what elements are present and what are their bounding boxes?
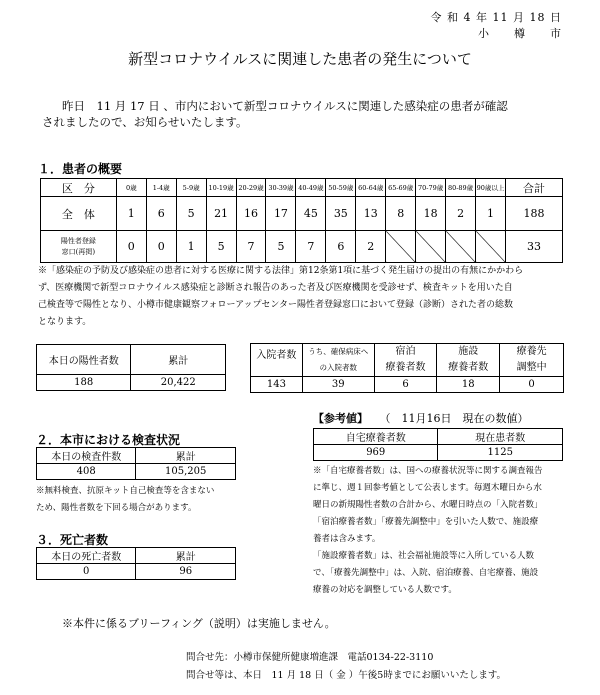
- category-header: 区 分: [41, 179, 117, 197]
- adjust-header-line-2: 調整中: [516, 362, 547, 373]
- overall-cell: 17: [266, 197, 296, 231]
- facility-header-line-1: 施設: [458, 346, 479, 357]
- overall-cell: 1: [476, 197, 506, 231]
- home-care-value: 969: [314, 445, 438, 461]
- tests-total-header: 累計: [136, 448, 236, 464]
- date-block: [431, 10, 562, 42]
- registry-cell: 5: [266, 231, 296, 263]
- today-positives-value: 188: [37, 375, 131, 391]
- intro-line-1: 昨日 11 月 17 日 、市内において新型コロナウイルスに関連した感染症の患者が確認: [62, 99, 508, 113]
- overall-cell: 8: [386, 197, 416, 231]
- overall-cell: 13: [356, 197, 386, 231]
- age-header: 40-49歳: [296, 179, 326, 197]
- note-line: 「施設療養者数」は、社会福祉施設等に入所している人数: [313, 551, 535, 561]
- hospital-header: 入院者数: [251, 344, 303, 377]
- positives-total-header: 累計: [131, 345, 226, 375]
- today-deaths-value: 0: [37, 564, 136, 580]
- today-positives-header: 本日の陽性者数: [37, 345, 131, 375]
- section3-heading: ３．死亡者数: [36, 533, 109, 547]
- reference-table: [313, 428, 563, 461]
- testing-note: [36, 483, 286, 517]
- contact-line-1: 問合せ先：小樽市保健所健康増進課 電話0134-22-3110: [186, 652, 434, 663]
- age-header: 10-19歳: [206, 179, 236, 197]
- age-header-row: [41, 179, 563, 197]
- overall-row: [41, 197, 563, 231]
- note-line: 養者は含みます。: [313, 534, 381, 544]
- empty-diagonal-cell: [476, 231, 506, 263]
- registry-cell: 1: [176, 231, 206, 263]
- age-header: 30-39歳: [266, 179, 296, 197]
- age-header: 5-9歳: [176, 179, 206, 197]
- registry-cell: 6: [326, 231, 356, 263]
- deaths-total-header: 累計: [136, 548, 236, 564]
- hotel-value: 6: [374, 377, 437, 393]
- current-patients-header: 現在患者数: [438, 429, 563, 445]
- severe-header: [302, 344, 374, 377]
- deaths-table: [36, 547, 236, 580]
- registry-cell: 2: [356, 231, 386, 263]
- reference-heading: 【参考値】: [313, 412, 368, 425]
- facility-header: [437, 344, 500, 377]
- section2-heading: ２．本市における検査状況: [36, 433, 181, 447]
- total-header: 合計: [505, 179, 562, 197]
- registry-cell: 5: [206, 231, 236, 263]
- registry-row: [41, 231, 563, 263]
- home-care-header: 自宅療養者数: [314, 429, 438, 445]
- summary-note: [38, 263, 566, 331]
- tests-total-value: 105,205: [136, 464, 236, 480]
- today-tests-value: 408: [37, 464, 136, 480]
- age-header: 70-79歳: [416, 179, 446, 197]
- note-line: 「宿泊療養者数」「療養先調整中」を引いた人数で、施設療: [313, 517, 539, 527]
- briefing-note: ※本件に係るブリーフィング（説明）は実施しません。: [62, 617, 336, 630]
- overall-cell: 18: [416, 197, 446, 231]
- document-title: 新型コロナウイルスに関連した患者の発生について: [128, 50, 472, 68]
- empty-diagonal-cell: [416, 231, 446, 263]
- deaths-total-value: 96: [136, 564, 236, 580]
- note-line: 療養の対応を調整している人数です。: [313, 585, 457, 595]
- overall-cell: 2: [446, 197, 476, 231]
- contact-line-2: 問合せ等は、本日 11 月 18 日（ 金 ）午後5時までにお願いいたします。: [186, 670, 507, 681]
- note-line: ※「自宅療養者数」は、国への療養状況等に関する調査報告: [313, 466, 543, 476]
- hotel-header-line-2: 療養者数: [385, 362, 426, 373]
- severe-header-line-2: の入院者数: [319, 363, 357, 372]
- reference-note: [313, 463, 567, 599]
- adjust-value: 0: [500, 377, 564, 393]
- reference-heading-row: [313, 410, 529, 426]
- overall-cell: 1: [116, 197, 146, 231]
- intro-paragraph: [42, 98, 562, 130]
- age-header: 50-59歳: [326, 179, 356, 197]
- overall-cell: 16: [236, 197, 266, 231]
- age-header: 1-4歳: [146, 179, 176, 197]
- today-tests-header: 本日の検査件数: [37, 448, 136, 464]
- positives-total-value: 20,422: [131, 375, 226, 391]
- registry-label-line-2: 窓口(再掲): [61, 247, 96, 256]
- note-line: となります。: [38, 317, 92, 327]
- overall-cell: 45: [296, 197, 326, 231]
- note-line: ため、陽性者数を下回る場合があります。: [36, 503, 197, 513]
- age-header: 60-64歳: [356, 179, 386, 197]
- adjust-header-line-1: 療養先: [516, 346, 547, 357]
- overall-label: 全 体: [41, 197, 117, 231]
- severe-value: 39: [302, 377, 374, 393]
- empty-diagonal-cell: [446, 231, 476, 263]
- patient-summary-table: [40, 178, 563, 263]
- registry-cell: 7: [236, 231, 266, 263]
- note-line: に準じ、週１回参考値として公表します。毎週木曜日から水: [313, 483, 542, 493]
- note-line: ※「感染症の予防及び感染症の患者に対する医療に関する法律」第12条第1項に基づく発生届けの提出の有無にかかわら: [38, 266, 524, 276]
- hotel-header: [374, 344, 437, 377]
- current-patients-value: 1125: [438, 445, 563, 461]
- positives-table: [36, 344, 226, 391]
- contact-block: [186, 649, 506, 685]
- registry-total: 33: [505, 231, 562, 263]
- section1-heading: １．患者の概要: [38, 162, 123, 176]
- care-status-table: [250, 343, 564, 393]
- facility-header-line-2: 療養者数: [448, 362, 489, 373]
- registry-label-line-1: 陽性者登録: [60, 236, 96, 245]
- age-header: 0歳: [116, 179, 146, 197]
- overall-total: 188: [505, 197, 562, 231]
- empty-diagonal-cell: [386, 231, 416, 263]
- registry-cell: 7: [296, 231, 326, 263]
- adjust-header: [500, 344, 564, 377]
- note-line: 己検査等で陽性となり、小樽市健康観察フォローアップセンター陽性者登録窓口において登録（診断）された者の総数: [38, 300, 514, 310]
- testing-table: [36, 447, 236, 480]
- today-deaths-header: 本日の死亡者数: [37, 548, 136, 564]
- registry-cell: 0: [116, 231, 146, 263]
- age-header: 20-29歳: [236, 179, 266, 197]
- note-line: で、「療養先調整中」は、入院、宿泊療養、自宅療養、施設: [313, 568, 539, 578]
- registry-label: [41, 231, 117, 263]
- note-line: ず、医療機関で新型コロナウイルス感染症と診断され報告のあった者及び医療機関を受診せず、検査キットを用いた自: [38, 283, 513, 293]
- intro-line-2: されましたので、お知らせいたします。: [42, 115, 248, 129]
- issuer: 小 樽 市: [478, 27, 562, 40]
- severe-header-line-1: うち、確保病床へ: [308, 347, 369, 356]
- note-line: 曜日の新規陽性者数の合計から、水曜日時点の「入院者数」: [313, 500, 543, 510]
- overall-cell: 21: [206, 197, 236, 231]
- issue-date: 令 和 4 年 11 月 18 日: [430, 11, 562, 24]
- hotel-header-line-1: 宿泊: [395, 346, 416, 357]
- age-header: 90歳以上: [476, 179, 506, 197]
- registry-cell: 0: [146, 231, 176, 263]
- overall-cell: 6: [146, 197, 176, 231]
- age-header: 65-69歳: [386, 179, 416, 197]
- hospital-value: 143: [251, 377, 303, 393]
- overall-cell: 35: [326, 197, 356, 231]
- note-line: ※無料検査、抗原キット自己検査等を含まない: [36, 486, 215, 496]
- reference-date-note: （ 11月16日 現在の数値）: [379, 412, 529, 425]
- overall-cell: 5: [176, 197, 206, 231]
- age-header: 80-89歳: [446, 179, 476, 197]
- facility-value: 18: [437, 377, 500, 393]
